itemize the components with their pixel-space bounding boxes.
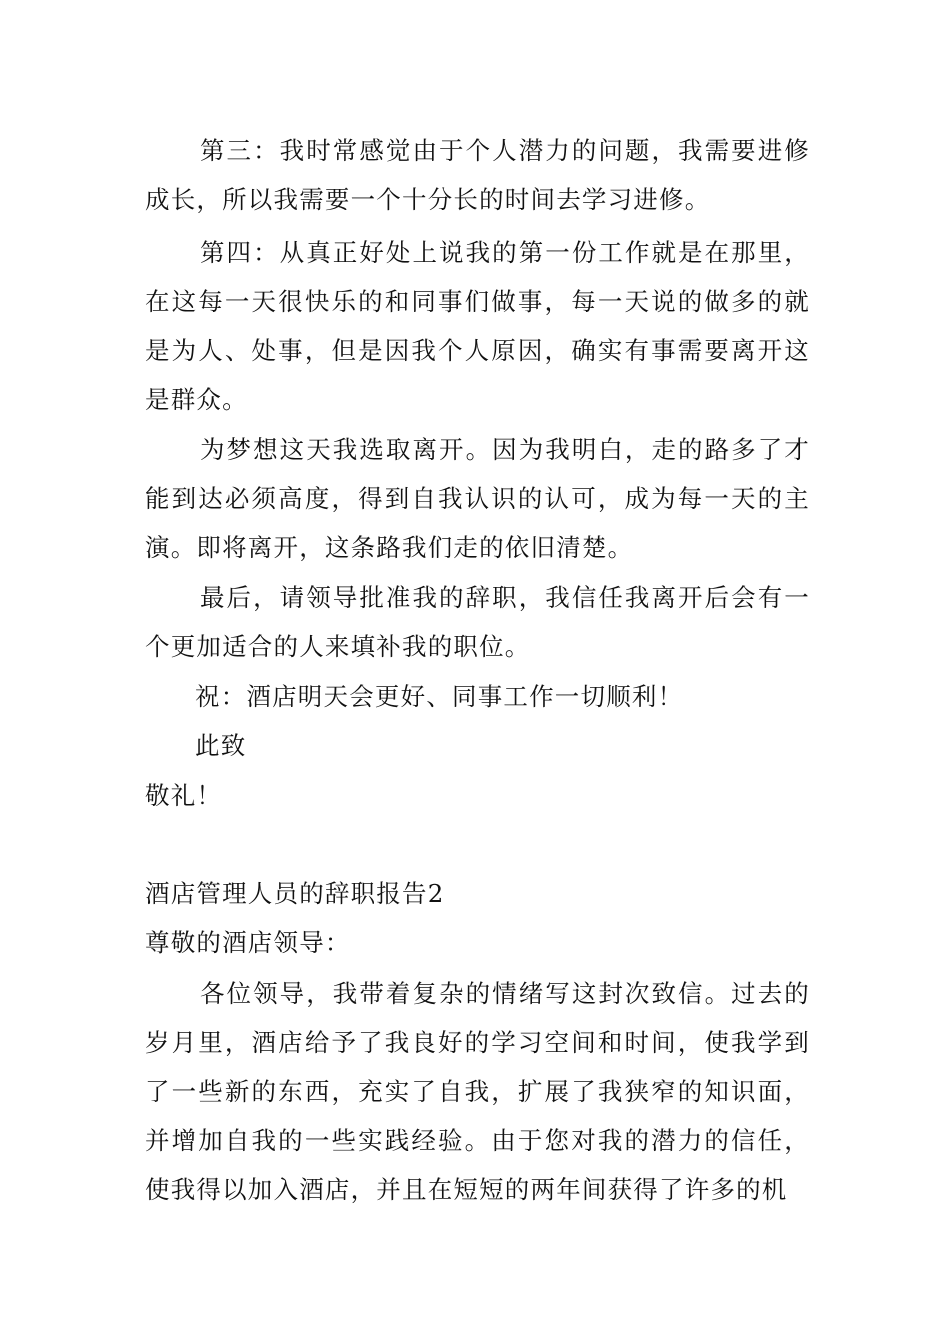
paragraph-dream: 为梦想这天我选取离开。因为我明白，走的路多了才能到达必须高度，得到自我认识的认可，成为每一天的主演。即将离开，这条路我们走的依旧清楚。	[145, 435, 810, 562]
section-title: 酒店管理人员的辞职报告2	[145, 879, 445, 908]
paragraph-wishes: 祝：酒店明天会更好、同事工作一切顺利！	[195, 682, 684, 711]
paragraph-body: 各位领导，我带着复杂的情绪写这封次致信。过去的岁月里，酒店给予了我良好的学习空间和时间，使我学到了一些新的东西，充实了自我，扩展了我狭窄的知识面，并增加自我的一些实践经验。由于您对我的潜力的信任，使我得以加入酒店，并且在短短的两年间获得了许多的机	[145, 979, 810, 1204]
salutation: 尊敬的酒店领导：	[145, 928, 351, 957]
paragraph-fourth-reason: 第四：从真正好处上说我的第一份工作就是在那里，在这每一天很快乐的和同事们做事，每一天说的做多的就是为人、处事，但是因我个人原因，确实有事需要离开这是群众。	[145, 238, 810, 414]
paragraph-request: 最后，请领导批准我的辞职，我信任我离开后会有一个更加适合的人来填补我的职位。	[145, 583, 810, 661]
paragraph-third-reason: 第三：我时常感觉由于个人潜力的问题，我需要进修成长，所以我需要一个十分长的时间去学习进修。	[145, 136, 810, 214]
closing-cizhi: 此致	[195, 731, 247, 760]
closing-jingli: 敬礼！	[145, 781, 223, 810]
